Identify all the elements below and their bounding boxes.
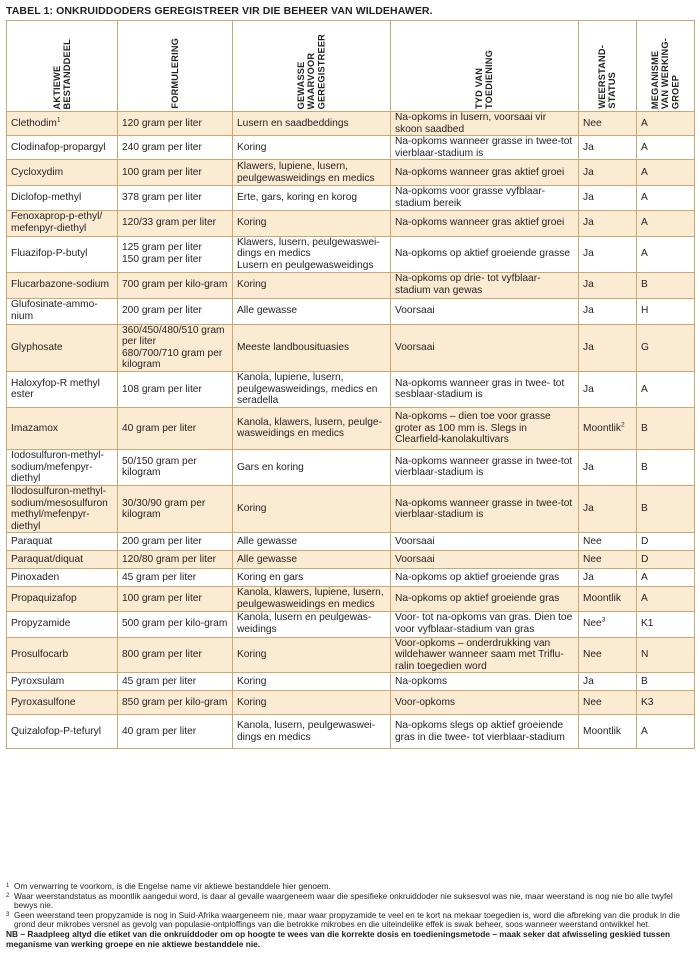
cell-resistance-status: Nee [579, 112, 637, 136]
cell-resistance-status: Ja [579, 569, 637, 587]
footnote [6, 892, 694, 911]
table-row [7, 407, 695, 449]
footnote-marker: 1 [56, 116, 61, 124]
cell-formulation: 40 gram per liter [118, 715, 233, 749]
cell-application-time: Voor-opkoms [391, 691, 579, 715]
header-crops: GEWASSE WAARVOOR GEREGISTREER [233, 21, 391, 112]
cell-mode-of-action-group: B [637, 673, 695, 691]
cell-resistance-status: Nee [579, 637, 637, 673]
cell-crops: Koring [233, 691, 391, 715]
table-row [7, 298, 695, 324]
table-row [7, 533, 695, 551]
herbicide-table [6, 20, 695, 749]
cell-formulation: 360/450/480/510 gram per liter 680/700/710 gram per kilogram [118, 324, 233, 371]
footnote-marker: 3 [601, 616, 606, 624]
cell-application-time: Na-opkoms op drie- tot vyfblaar-stadium van gewas [391, 272, 579, 298]
table-row [7, 569, 695, 587]
cell-formulation: 120/33 gram per liter [118, 210, 233, 236]
cell-active-ingredient: Glyphosate [7, 324, 118, 371]
cell-active-ingredient: Pyroxasulfone [7, 691, 118, 715]
cell-application-time: Na-opkoms wanneer gras aktief groei [391, 210, 579, 236]
table-row [7, 236, 695, 272]
cell-active-ingredient: Glufosinate-ammo-nium [7, 298, 118, 324]
cell-resistance-status: Ja [579, 324, 637, 371]
cell-formulation: 500 gram per kilo-gram [118, 611, 233, 637]
cell-mode-of-action-group: B [637, 485, 695, 532]
table-row [7, 324, 695, 371]
cell-crops: Koring [233, 673, 391, 691]
cell-resistance-status: Ja [579, 371, 637, 407]
table-row [7, 637, 695, 673]
cell-resistance-status: Ja [579, 210, 637, 236]
table-row [7, 371, 695, 407]
cell-active-ingredient: Clethodim$^1$ [7, 112, 118, 136]
table-row [7, 112, 695, 136]
cell-active-ingredient: Propaquizafop [7, 587, 118, 611]
table-row [7, 186, 695, 210]
cell-active-ingredient: Cycloxydim [7, 160, 118, 186]
cell-crops: Alle gewasse [233, 533, 391, 551]
cell-mode-of-action-group: G [637, 324, 695, 371]
cell-application-time: Na-opkoms voor grasse vyfblaar-stadium bereik [391, 186, 579, 210]
cell-mode-of-action-group: B [637, 449, 695, 485]
cell-application-time: Voorsaai [391, 324, 579, 371]
cell-formulation: 108 gram per liter [118, 371, 233, 407]
cell-application-time: Na-opkoms wanneer gras aktief groei [391, 160, 579, 186]
cell-formulation: 100 gram per liter [118, 587, 233, 611]
cell-formulation: 45 gram per liter [118, 569, 233, 587]
cell-active-ingredient: Propyzamide [7, 611, 118, 637]
header-row [7, 21, 695, 112]
cell-mode-of-action-group: B [637, 407, 695, 449]
cell-active-ingredient: Imazamox [7, 407, 118, 449]
cell-resistance-status: Ja [579, 673, 637, 691]
cell-application-time: Na-opkoms [391, 673, 579, 691]
cell-mode-of-action-group: N [637, 637, 695, 673]
header-mode-of-action-group: MEGANISME VAN WERKING- GROEP [637, 21, 695, 112]
cell-active-ingredient: Fluazifop-P-butyl [7, 236, 118, 272]
cell-resistance-status: Nee [579, 691, 637, 715]
cell-mode-of-action-group: B [637, 272, 695, 298]
nb-note: NB – Raadpleeg altyd die etiket van die onkruiddoder om op hoogte te wees van die korrekte dosis en toedieningsmetode – maak seker dat afwisseling geskied tussen meganisme van werking groepe en nie aktiewe bestanddele nie. [6, 928, 671, 949]
cell-crops: Koring [233, 136, 391, 160]
cell-active-ingredient: Iodosulfuron-methyl-sodium/mefenpyr-diethyl [7, 449, 118, 485]
cell-crops: Klawers, lupiene, lusern, peulgewasweidings en medics [233, 160, 391, 186]
cell-resistance-status: Ja [579, 449, 637, 485]
cell-resistance-status: Moontlik$^2$ [579, 407, 637, 449]
cell-crops: Koring [233, 210, 391, 236]
cell-application-time: Na-opkoms – dien toe voor grasse groter as 100 mm is. Slegs in Clearfield-kanolakultivars [391, 407, 579, 449]
footnotes [6, 882, 694, 950]
cell-resistance-status: Ja [579, 186, 637, 210]
table-title: TABEL 1: ONKRUIDDODERS GEREGISTREER VIR DIE BEHEER VAN WILDEHAWER. [6, 5, 433, 17]
cell-active-ingredient: Ilodosulfuron-methyl-sodium/mesosulfuron methyl/mefenpyr-diethyl [7, 485, 118, 532]
cell-crops: Kanola, lusern en peulgewas-weidings [233, 611, 391, 637]
footnote-text: Waar weerstandstatus as moontlik aangedui word, is daar al gevalle waargeneem waar die spesifieke onkruiddoder nie suksesvol was nie, maar weerstand is nog nie bo alle twyfel bewys nie. [14, 890, 673, 911]
cell-resistance-status: Nee [579, 551, 637, 569]
cell-application-time: Na-opkoms op aktief groeiende gras [391, 569, 579, 587]
cell-mode-of-action-group: A [637, 371, 695, 407]
cell-resistance-status: Ja [579, 485, 637, 532]
cell-formulation: 100 gram per liter [118, 160, 233, 186]
cell-active-ingredient: Prosulfocarb [7, 637, 118, 673]
cell-crops: Kanola, klawers, lupiene, lusern, peulgewasweidings en medics [233, 587, 391, 611]
cell-crops: Koring [233, 637, 391, 673]
cell-crops: Kanola, klawers, lusern, peulge-wasweidings en medics [233, 407, 391, 449]
cell-crops: Lusern en saadbeddings [233, 112, 391, 136]
cell-application-time: Voorsaai [391, 533, 579, 551]
cell-mode-of-action-group: A [637, 210, 695, 236]
table-row [7, 551, 695, 569]
cell-mode-of-action-group: A [637, 587, 695, 611]
cell-formulation: 40 gram per liter [118, 407, 233, 449]
cell-active-ingredient: Haloxyfop-R methyl ester [7, 371, 118, 407]
cell-application-time: Na-opkoms wanneer gras in twee- tot sesblaar-stadium is [391, 371, 579, 407]
cell-resistance-status: Ja [579, 236, 637, 272]
cell-formulation: 800 gram per liter [118, 637, 233, 673]
cell-crops: Alle gewasse [233, 551, 391, 569]
cell-crops: Kanola, lusern, peulgewaswei-dings en medics [233, 715, 391, 749]
cell-formulation: 850 gram per kilo-gram [118, 691, 233, 715]
cell-mode-of-action-group: A [637, 160, 695, 186]
cell-resistance-status: Moontlik [579, 587, 637, 611]
cell-formulation: 378 gram per liter [118, 186, 233, 210]
table-row [7, 160, 695, 186]
table-row [7, 449, 695, 485]
cell-resistance-status: Ja [579, 272, 637, 298]
footnote-mark: 1 [6, 883, 10, 889]
cell-resistance-status: Ja [579, 298, 637, 324]
cell-mode-of-action-group: A [637, 715, 695, 749]
cell-application-time: Na-opkoms in lusern, voorsaai vir skoon saadbed [391, 112, 579, 136]
cell-mode-of-action-group: D [637, 551, 695, 569]
cell-mode-of-action-group: A [637, 186, 695, 210]
footnote [6, 911, 694, 930]
cell-resistance-status: Nee$^3$ [579, 611, 637, 637]
cell-active-ingredient: Fenoxaprop-p-ethyl/ mefenpyr-diethyl [7, 210, 118, 236]
cell-crops: Meeste landbousituasies [233, 324, 391, 371]
cell-crops: Koring [233, 272, 391, 298]
table-row [7, 272, 695, 298]
cell-application-time: Na-opkoms op aktief groeiende gras [391, 587, 579, 611]
cell-active-ingredient: Paraquat [7, 533, 118, 551]
cell-formulation: 120/80 gram per liter [118, 551, 233, 569]
cell-application-time: Na-opkoms wanneer grasse in twee-tot vierblaar-stadium is [391, 485, 579, 532]
cell-mode-of-action-group: A [637, 569, 695, 587]
cell-application-time: Na-opkoms op aktief groeiende grasse [391, 236, 579, 272]
table-row [7, 136, 695, 160]
cell-formulation: 120 gram per liter [118, 112, 233, 136]
cell-application-time: Voor-opkoms – onderdrukking van wildehawer wanneer saam met Triflu-ralin toegedien word [391, 637, 579, 673]
cell-mode-of-action-group: K1 [637, 611, 695, 637]
cell-active-ingredient: Pinoxaden [7, 569, 118, 587]
cell-mode-of-action-group: A [637, 136, 695, 160]
cell-formulation: 700 gram per kilo-gram [118, 272, 233, 298]
cell-formulation: 30/30/90 gram per kilogram [118, 485, 233, 532]
footnote-text: Geen weerstand teen propyzamide is nog in Suid-Afrika waargeneem nie, maar waar propyzamide te veel en te kort na mekaar toegedien is, word die afbreking van die produk in die grond deur mikrobes versnel as gevolg van populasie-ontploffings van die betrokke mikrobes en die uiteindelike effek is swak beheer, soos wanneer weerstand ontwikkel het. [14, 909, 680, 930]
cell-mode-of-action-group: A [637, 236, 695, 272]
footnote-text: Om verwarring te voorkom, is die Engelse name vir aktiewe bestanddele hier genoem. [14, 881, 331, 891]
footnote-mark: 3 [6, 911, 10, 918]
cell-application-time: Na-opkoms wanneer grasse in twee-tot vierblaar-stadium is [391, 449, 579, 485]
cell-mode-of-action-group: D [637, 533, 695, 551]
cell-formulation: 240 gram per liter [118, 136, 233, 160]
cell-formulation: 200 gram per liter [118, 533, 233, 551]
cell-active-ingredient: Diclofop-methyl [7, 186, 118, 210]
cell-active-ingredient: Clodinafop-propargyl [7, 136, 118, 160]
footnote-mark: 2 [6, 892, 10, 899]
table-body [7, 112, 695, 749]
table-row [7, 210, 695, 236]
cell-crops: Alle gewasse [233, 298, 391, 324]
cell-crops: Kanola, lupiene, lusern, peulgewasweidings, medics en seradella [233, 371, 391, 407]
header-application-time: TYD VAN TOEDIENING [391, 21, 579, 112]
header-resistance-status: WEERSTAND- STATUS [579, 21, 637, 112]
cell-mode-of-action-group: K3 [637, 691, 695, 715]
header-active-ingredient: AKTIEWE BESTANDDEEL [7, 21, 118, 112]
cell-crops: Gars en koring [233, 449, 391, 485]
table-row [7, 485, 695, 532]
cell-crops: Koring [233, 485, 391, 532]
cell-formulation: 125 gram per liter 150 gram per liter [118, 236, 233, 272]
cell-crops: Erte, gars, koring en korog [233, 186, 391, 210]
cell-mode-of-action-group: H [637, 298, 695, 324]
cell-formulation: 50/150 gram per kilogram [118, 449, 233, 485]
cell-formulation: 200 gram per liter [118, 298, 233, 324]
cell-active-ingredient: Pyroxsulam [7, 673, 118, 691]
table-row [7, 673, 695, 691]
header-formulation: FORMULERING [118, 21, 233, 112]
cell-crops: Klawers, lusern, peulgewaswei-dings en medics Lusern en peulgewasweidings [233, 236, 391, 272]
cell-application-time: Voorsaai [391, 298, 579, 324]
cell-resistance-status: Ja [579, 160, 637, 186]
cell-application-time: Voor- tot na-opkoms van gras. Dien toe voor vyfblaar-stadium van gras [391, 611, 579, 637]
table-row [7, 691, 695, 715]
cell-active-ingredient: Quizalofop-P-tefuryl [7, 715, 118, 749]
cell-active-ingredient: Flucarbazone-sodium [7, 272, 118, 298]
cell-formulation: 45 gram per liter [118, 673, 233, 691]
cell-crops: Koring en gars [233, 569, 391, 587]
table-row [7, 587, 695, 611]
table-row [7, 611, 695, 637]
table-row [7, 715, 695, 749]
cell-resistance-status: Nee [579, 533, 637, 551]
cell-active-ingredient: Paraquat/diquat [7, 551, 118, 569]
cell-mode-of-action-group: A [637, 112, 695, 136]
cell-resistance-status: Ja [579, 136, 637, 160]
footnote-marker: 2 [620, 421, 625, 429]
cell-application-time: Na-opkoms wanneer grasse in twee-tot vierblaar-stadium is [391, 136, 579, 160]
cell-resistance-status: Moontlik [579, 715, 637, 749]
cell-application-time: Na-opkoms slegs op aktief groeiende gras in die twee- tot vierblaar-stadium [391, 715, 579, 749]
cell-application-time: Voorsaai [391, 551, 579, 569]
